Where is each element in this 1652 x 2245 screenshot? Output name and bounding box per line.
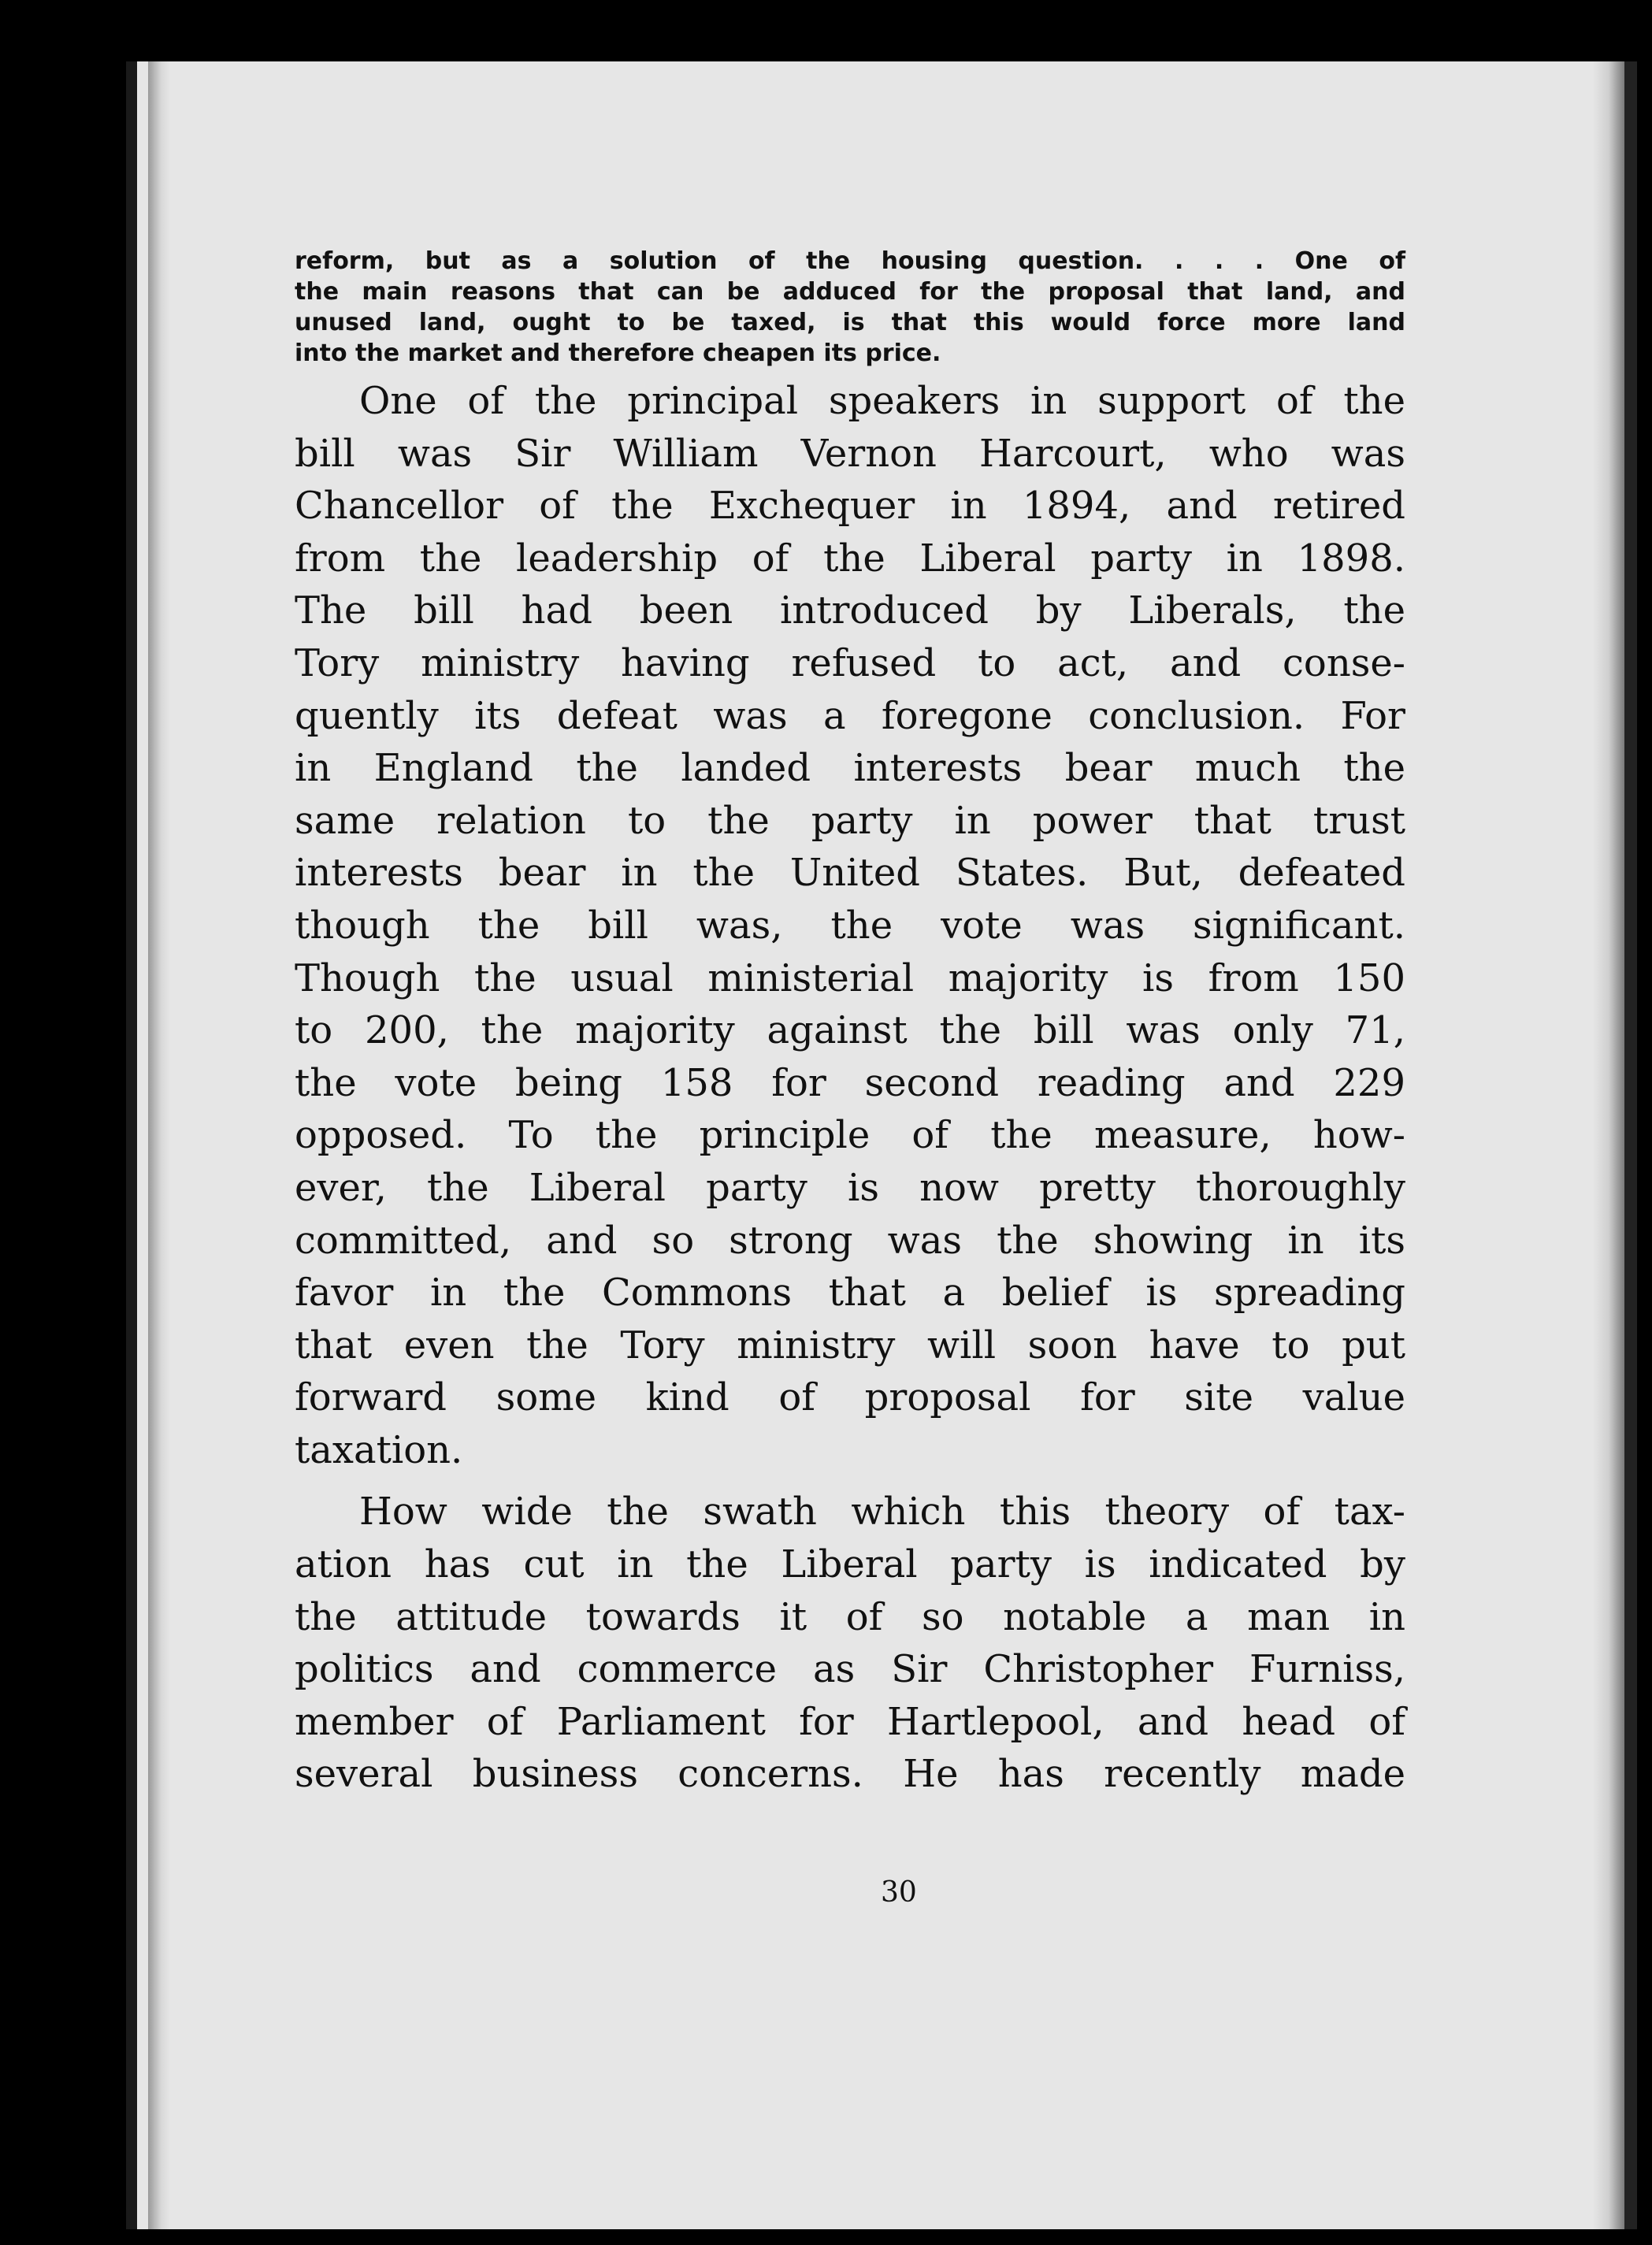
quote-line: reform, but as a solution of the housing question. . . . One of: [295, 247, 1405, 275]
text-line: several business concerns. He has recently made: [295, 1752, 1405, 1797]
text-line: committed, and so strong was the showing in its: [295, 1218, 1405, 1263]
text-line: that even the Tory ministry will soon have to put: [295, 1323, 1405, 1367]
text-line: Chancellor of the Exchequer in 1894, and retired: [295, 484, 1405, 529]
text-line: One of the principal speakers in support of the: [359, 379, 1405, 423]
page-edge-shadow: [1593, 61, 1624, 2229]
paragraph-1: [295, 375, 1405, 1476]
text-line: forward some kind of proposal for site value: [295, 1375, 1405, 1420]
text-line: opposed. To the principle of the measure, how-: [295, 1113, 1405, 1158]
text-line: How wide the swath which this theory of tax-: [359, 1490, 1405, 1534]
text-line: same relation to the party in power that trust: [295, 798, 1405, 843]
text-line: taxation.: [295, 1427, 463, 1472]
text-line: Tory ministry having refused to act, and conse-: [295, 640, 1405, 685]
paragraph-2: [295, 1486, 1405, 1801]
text-line: politics and commerce as Sir Christopher Furniss,: [295, 1647, 1405, 1692]
page-number: 30: [881, 1876, 917, 1909]
text-line: interests bear in the United States. But, defeated: [295, 851, 1405, 896]
block-quote: [295, 246, 1405, 369]
page-gutter-shadow: [148, 61, 170, 2229]
text-line: Though the usual ministerial majority is from 150: [295, 956, 1405, 1000]
text-line: member of Parliament for Hartlepool, and head of: [295, 1699, 1405, 1744]
text-line: ever, the Liberal party is now pretty thoroughly: [295, 1165, 1405, 1210]
paragraph-spacer: [295, 1476, 1405, 1486]
quote-line: into the market and therefore cheapen its price.: [295, 340, 941, 367]
quote-line: unused land, ought to be taxed, is that this would force more land: [295, 309, 1405, 336]
text-line: favor in the Commons that a belief is spreading: [295, 1271, 1405, 1315]
text-line: in England the landed interests bear much the: [295, 746, 1405, 791]
text-line: ation has cut in the Liberal party is indicated by: [295, 1542, 1405, 1587]
text-line: the attitude towards it of so notable a man in: [295, 1594, 1405, 1639]
text-line: The bill had been introduced by Liberals, the: [295, 588, 1405, 633]
text-line: from the leadership of the Liberal party in 1898.: [295, 536, 1405, 581]
text-line: bill was Sir William Vernon Harcourt, who was: [295, 431, 1405, 476]
quote-line: the main reasons that can be adduced for the proposal that land, and: [295, 278, 1405, 306]
text-line: quently its defeat was a foregone conclusion. For: [295, 693, 1405, 738]
page-text: [295, 246, 1405, 1801]
text-line: though the bill was, the vote was significant.: [295, 903, 1405, 948]
text-line: to 200, the majority against the bill was only 71,: [295, 1008, 1405, 1053]
text-line: the vote being 158 for second reading and 229: [295, 1060, 1405, 1105]
